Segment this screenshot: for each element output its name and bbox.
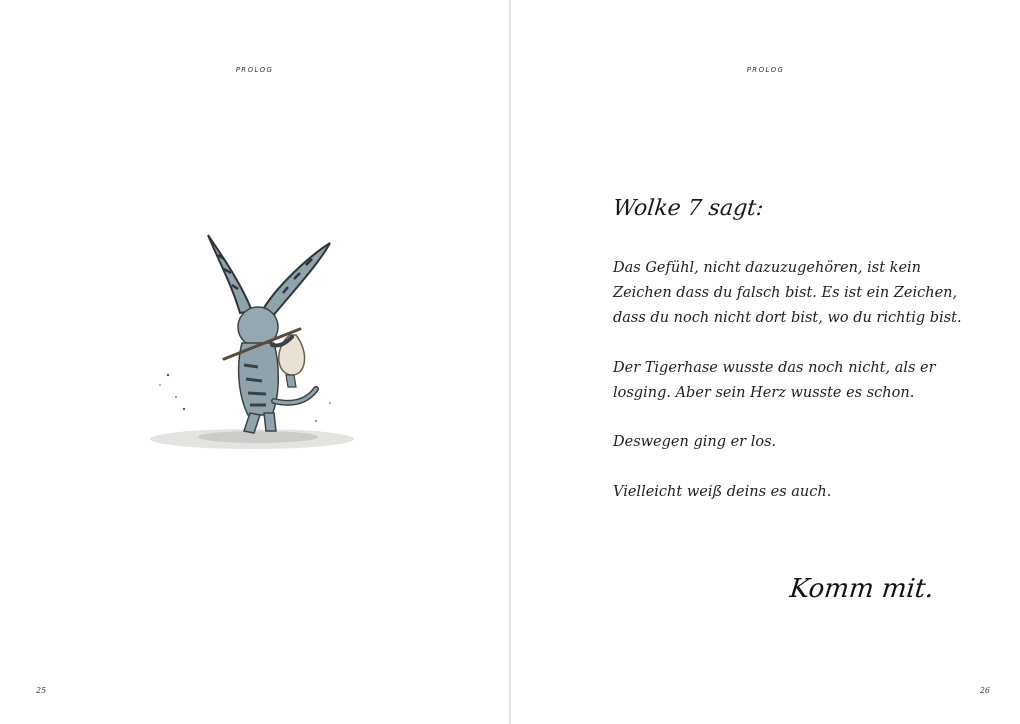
left-page bbox=[0, 0, 509, 724]
ground-shadow-inner bbox=[198, 431, 318, 443]
speck bbox=[167, 374, 169, 376]
text-line: dass du noch nicht dort bist, wo du richtig bist. bbox=[613, 310, 962, 326]
paragraph-4 bbox=[613, 480, 973, 505]
bundle bbox=[279, 335, 305, 375]
speck bbox=[315, 420, 317, 422]
hanging-paw bbox=[286, 375, 296, 387]
running-head-left: PROLOG bbox=[235, 66, 274, 74]
speck bbox=[329, 402, 331, 404]
closing-line: Komm mit. bbox=[788, 574, 936, 604]
text-line: Vielleicht weiß deins es auch. bbox=[613, 484, 832, 500]
text-line: Das Gefühl, nicht dazuzugehören, ist kein bbox=[613, 260, 921, 276]
paragraph-2 bbox=[613, 356, 973, 406]
speck bbox=[175, 396, 177, 398]
page-number-right: 26 bbox=[979, 686, 990, 695]
right-ear bbox=[262, 243, 330, 317]
text-line: Der Tigerhase wusste das noch nicht, als er bbox=[613, 360, 936, 376]
text-line: losging. Aber sein Herz wusste es schon. bbox=[613, 385, 915, 401]
tiger-hare-illustration bbox=[140, 225, 370, 485]
running-head-right: PROLOG bbox=[746, 66, 785, 74]
text-line: Zeichen dass du falsch bist. Es ist ein Zeichen, bbox=[613, 285, 958, 301]
right-page bbox=[511, 0, 1020, 724]
speck bbox=[183, 408, 185, 410]
paragraph-3 bbox=[613, 430, 973, 455]
paragraph-1 bbox=[613, 256, 973, 331]
speck bbox=[159, 384, 161, 386]
text-line: Deswegen ging er los. bbox=[613, 434, 777, 450]
right-leg bbox=[264, 413, 276, 431]
page-number-left: 25 bbox=[36, 686, 47, 695]
section-heading: Wolke 7 sagt: bbox=[611, 196, 765, 221]
left-ear bbox=[208, 235, 252, 313]
